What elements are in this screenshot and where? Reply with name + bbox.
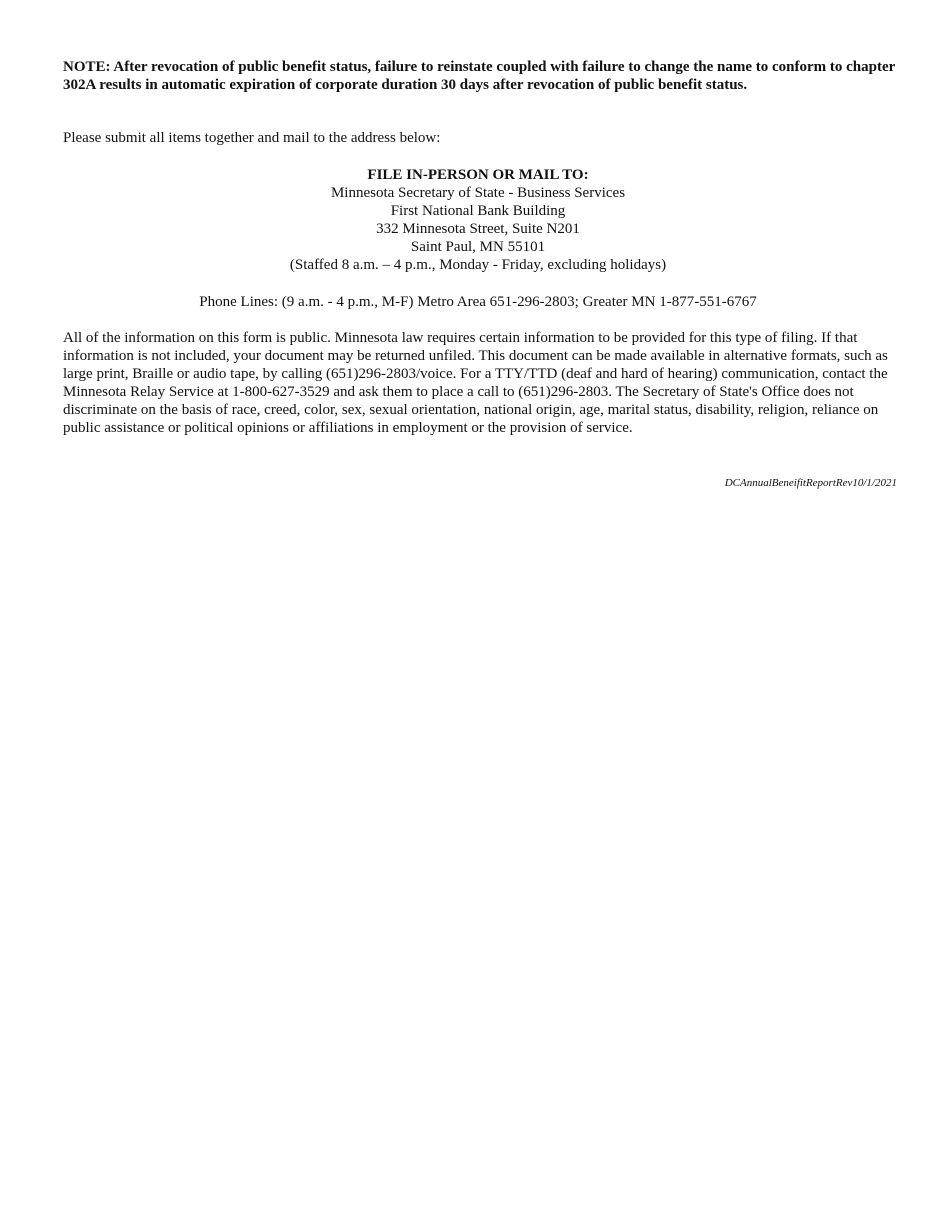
revocation-note: NOTE: After revocation of public benefit status, failure to reinstate coupled with failure to change the name to conform to chapter 302A results in automatic expiration of corporate duration 30 days after revocation of public benefit status. [63,59,896,93]
phone-lines: Phone Lines: (9 a.m. - 4 p.m., M-F) Metro Area 651-296-2803; Greater MN 1-877-551-6767 [199,294,757,310]
office-hours: (Staffed 8 a.m. – 4 p.m., Monday - Friday, excluding holidays) [289,257,667,273]
form-revision-code: DCAnnualBeneifitReportRev10/1/2021 [724,477,897,489]
mailing-address-block [63,166,893,274]
address-line-building: First National Bank Building [390,203,566,219]
submission-instruction: Please submit all items together and mail to the address below: [63,130,441,146]
address-line-street: 332 Minnesota Street, Suite N201 [376,221,580,237]
public-information-disclaimer: All of the information on this form is public. Minnesota law requires certain information to be provided for this type of filing. If that information is not included, your document may be returned unfiled. This document can be made available in alternative formats, such as large print, Braille or audio tape, by calling (651)296-2803/voice. For a TTY/TTD (deaf and hard of hearing) communication, contact the Minnesota Relay Service at 1-800-627-3529 and ask them to place a call to (651)296-2803. The Secretary of State's Office does not discriminate on the basis of race, creed, color, sex, sexual orientation, national origin, age, marital status, disability, religion, reliance on public assistance or political opinions or affiliations in employment or the provision of service. [63,330,888,436]
address-heading: FILE IN-PERSON OR MAIL TO: [367,167,589,183]
address-line-city: Saint Paul, MN 55101 [410,239,546,255]
address-line-office: Minnesota Secretary of State - Business Services [330,185,626,201]
